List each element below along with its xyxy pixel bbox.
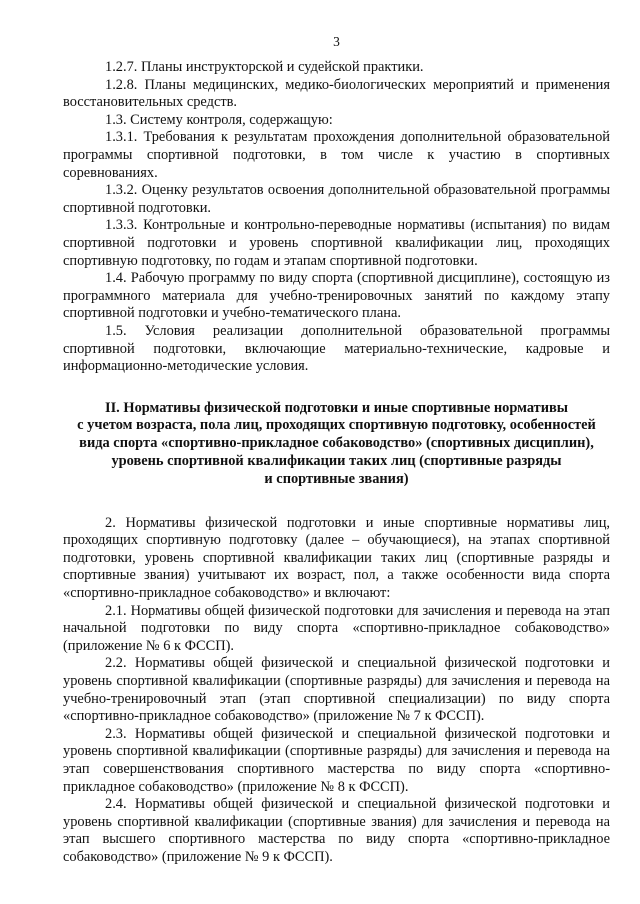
- paragraph-2: 2. Нормативы физической подготовки и иные спортивные нормативы лиц, проходящих спортивную подготовку (далее – обучающиеся), на этапах спортивной подготовки, уровень спортивной квалификации таких лиц (спортивные разряды и спортивные звания) учитывают их возраст, пол, а также особенности вида спорта «спортивно-прикладное собаководство» и включают:: [63, 514, 610, 602]
- section-heading-line: II. Нормативы физической подготовки и иные спортивные нормативы: [104, 399, 569, 416]
- paragraph-2-3: 2.3. Нормативы общей физической и специальной физической подготовки и уровень спортивной квалификации (спортивные разряды) для зачисления и перевода на этап совершенствования спортивного мастерства по виду спорта «спортивно-прикладное собаководство» (приложение № 8 к ФССП).: [63, 725, 610, 795]
- paragraph-1-4: 1.4. Рабочую программу по виду спорта (спортивной дисциплине), состоящую из программного материала для учебно-тренировочных занятий по каждому этапу спортивной подготовки и учебно-тематического плана.: [63, 270, 610, 322]
- section-heading-line: с учетом возраста, пола лиц, проходящих спортивную подготовку, особенностей: [77, 417, 596, 434]
- top-section: [63, 59, 610, 376]
- page-number: 3: [333, 34, 340, 49]
- paragraph-1-3: 1.3. Систему контроля, содержащую:: [105, 111, 333, 128]
- paragraph-1-2-8: 1.2.8. Планы медицинских, медико-биологических мероприятий и применения восстановительных средств.: [63, 76, 610, 111]
- paragraph-1-2-7: 1.2.7. Планы инструкторской и судейской практики.: [105, 59, 424, 75]
- paragraph-2-4: 2.4. Нормативы общей физической и специальной физической подготовки и уровень спортивной квалификации (спортивные звания) для зачисления и перевода на этап высшего спортивного мастерства по виду спорта «спортивно-прикладное собаководство» (приложение № 9 к ФССП).: [63, 796, 610, 865]
- paragraph-1-3-1: 1.3.1. Требования к результатам прохождения дополнительной образовательной программы спортивной подготовки, в том числе к участию в спортивных соревнованиях.: [63, 129, 610, 181]
- paragraph-1-5: 1.5. Условия реализации дополнительной образовательной программы спортивной подготовки, включающие материально-технические, кадровые и информационно-методические условия.: [63, 322, 610, 375]
- section-heading-line: вида спорта «спортивно-прикладное собаководство» (спортивных дисциплин),: [79, 435, 594, 452]
- paragraph-1-3-2: 1.3.2. Оценку результатов освоения дополнительной образовательной программы спортивной подготовки.: [63, 182, 610, 216]
- paragraph-2-2: 2.2. Нормативы общей физической и специальной физической подготовки и уровень спортивной квалификации (спортивные разряды) для зачисления и перевода на учебно-тренировочный этап (этап спортивной специализации) по виду спорта «спортивно-прикладное собаководство» (приложение № 7 к ФССП).: [63, 655, 610, 725]
- paragraph-2-1: 2.1. Нормативы общей физической подготовки для зачисления и перевода на этап начальной подготовки по виду спорта «спортивно-прикладное собаководство» (приложение № 6 к ФССП).: [63, 602, 610, 654]
- bottom-section: [63, 515, 610, 867]
- section-heading-line: и спортивные звания): [264, 470, 409, 487]
- paragraph-1-3-3: 1.3.3. Контрольные и контрольно-переводные нормативы (испытания) по видам спортивной подготовки и уровень спортивной квалификации лиц, проходящих спортивную подготовку, по годам и этапам спортивной подготовки.: [63, 217, 610, 269]
- section-heading-line: уровень спортивной квалификации таких лиц (спортивные разряды: [111, 453, 562, 470]
- section-heading: [63, 400, 610, 489]
